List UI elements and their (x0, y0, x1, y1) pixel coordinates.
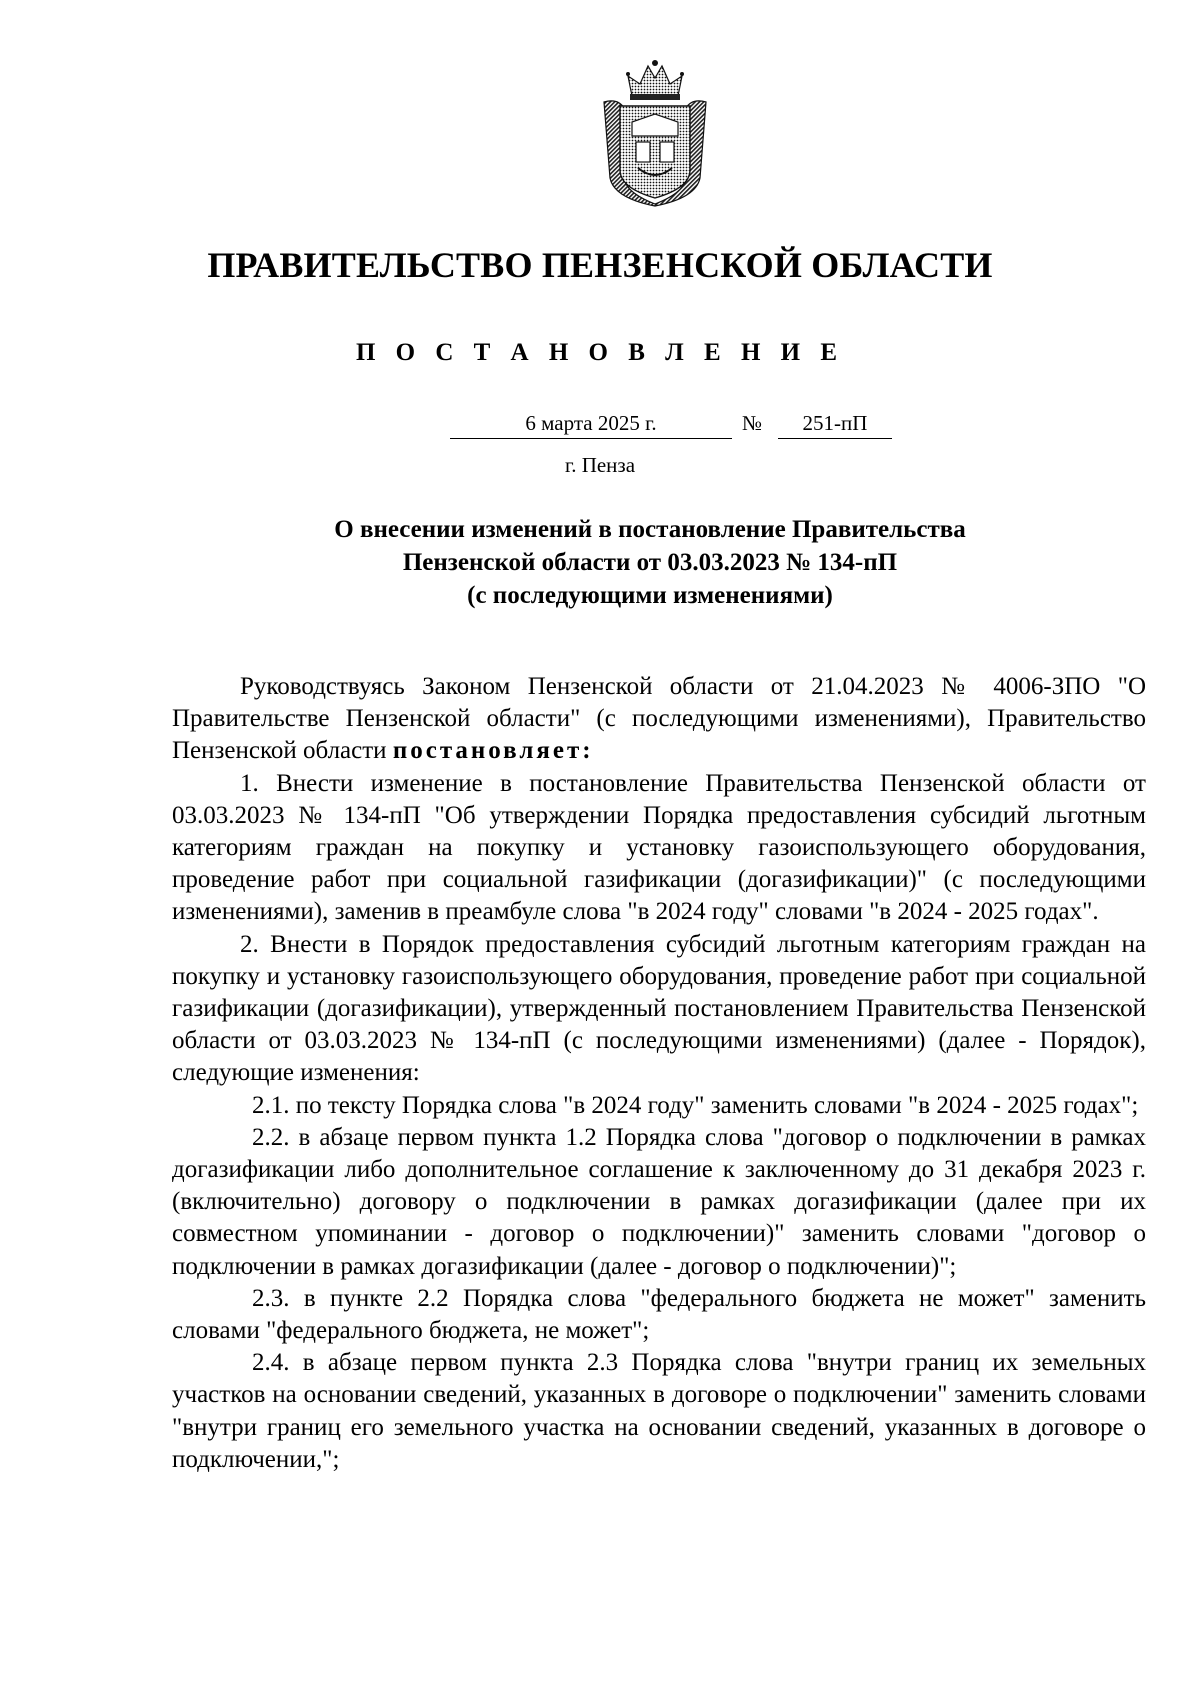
resolves-word: постановляет: (392, 737, 594, 765)
title-line-1: О внесении изменений в постановление Правительства (334, 516, 966, 543)
number-sign: № (742, 411, 763, 435)
document-title (250, 513, 1050, 612)
document-city: г. Пенза (564, 453, 636, 477)
paragraph-2-4: 2.4. в абзаце первом пункта 2.3 Порядка слова "внутри границ их земельных участков на основании сведений, указанных в договоре о подключении" заменить словами "внутри границ его земельного участка на основании сведений, указанных в договоре о подключении,"; (172, 1349, 1146, 1473)
paragraph-2-2: 2.2. в абзаце первом пункта 1.2 Порядка слова "договор о подключении в рамках догазификации либо дополнительное соглашение к заключенному до 31 декабря 2023 г. (включительно) договору о подключении в рамках догазификации (далее при их совместном упоминании - договор о подключении)" заменить словами "договор о подключении в рамках догазификации (далее - договор о подключении)"; (172, 1123, 1146, 1280)
title-line-3: (с последующими изменениями) (467, 582, 833, 609)
document-type: П О С Т А Н О В Л Е Н И Е (355, 339, 845, 366)
preamble-paragraph (172, 671, 1146, 768)
government-name: ПРАВИТЕЛЬСТВО ПЕНЗЕНСКОЙ ОБЛАСТИ (207, 245, 993, 285)
paragraph-2-1: 2.1. по тексту Порядка слова "в 2024 году" заменить словами "в 2024 - 2025 годах"; (252, 1091, 1139, 1119)
preamble-text: Руководствуясь Законом Пензенской области от 21.04.2023 № 4006-ЗПО "О Правительстве Пензенской области" (с последующими изменениями), Правительство Пензенской области (172, 673, 1146, 765)
paragraph-2: 2. Внести в Порядок предоставления субсидий льготным категориям граждан на покупку и установку газоиспользующего оборудования, проведение работ при социальной газификации (догазификации), утвержденный постановлением Правительства Пензенской области от 03.03.2023 № 134-пП (с последующими изменениями) (далее - Порядок), следующие изменения: (172, 930, 1146, 1087)
title-line-2: Пензенской области от 03.03.2023 № 134-пП (402, 549, 898, 576)
paragraph-2-3: 2.3. в пункте 2.2 Порядка слова "федерального бюджета не может" заменить словами "федерального бюджета, не может"; (172, 1284, 1146, 1345)
penza-region-coat-of-arms-icon (598, 58, 712, 208)
document-number: 251-пП (778, 408, 892, 439)
paragraph-1: 1. Внести изменение в постановление Правительства Пензенской области от 03.03.2023 № 134-пП "Об утверждении Порядка предоставления субсидий льготным категориям граждан на покупку и установку газоиспользующего оборудования, проведение работ при социальной газификации (догазификации)" (с последующими изменениями), заменив в преамбуле слова "в 2024 году" словами "в 2024 - 2025 годах". (172, 769, 1146, 926)
document-date: 6 марта 2025 г. (450, 408, 732, 439)
document-body (172, 671, 1146, 1476)
